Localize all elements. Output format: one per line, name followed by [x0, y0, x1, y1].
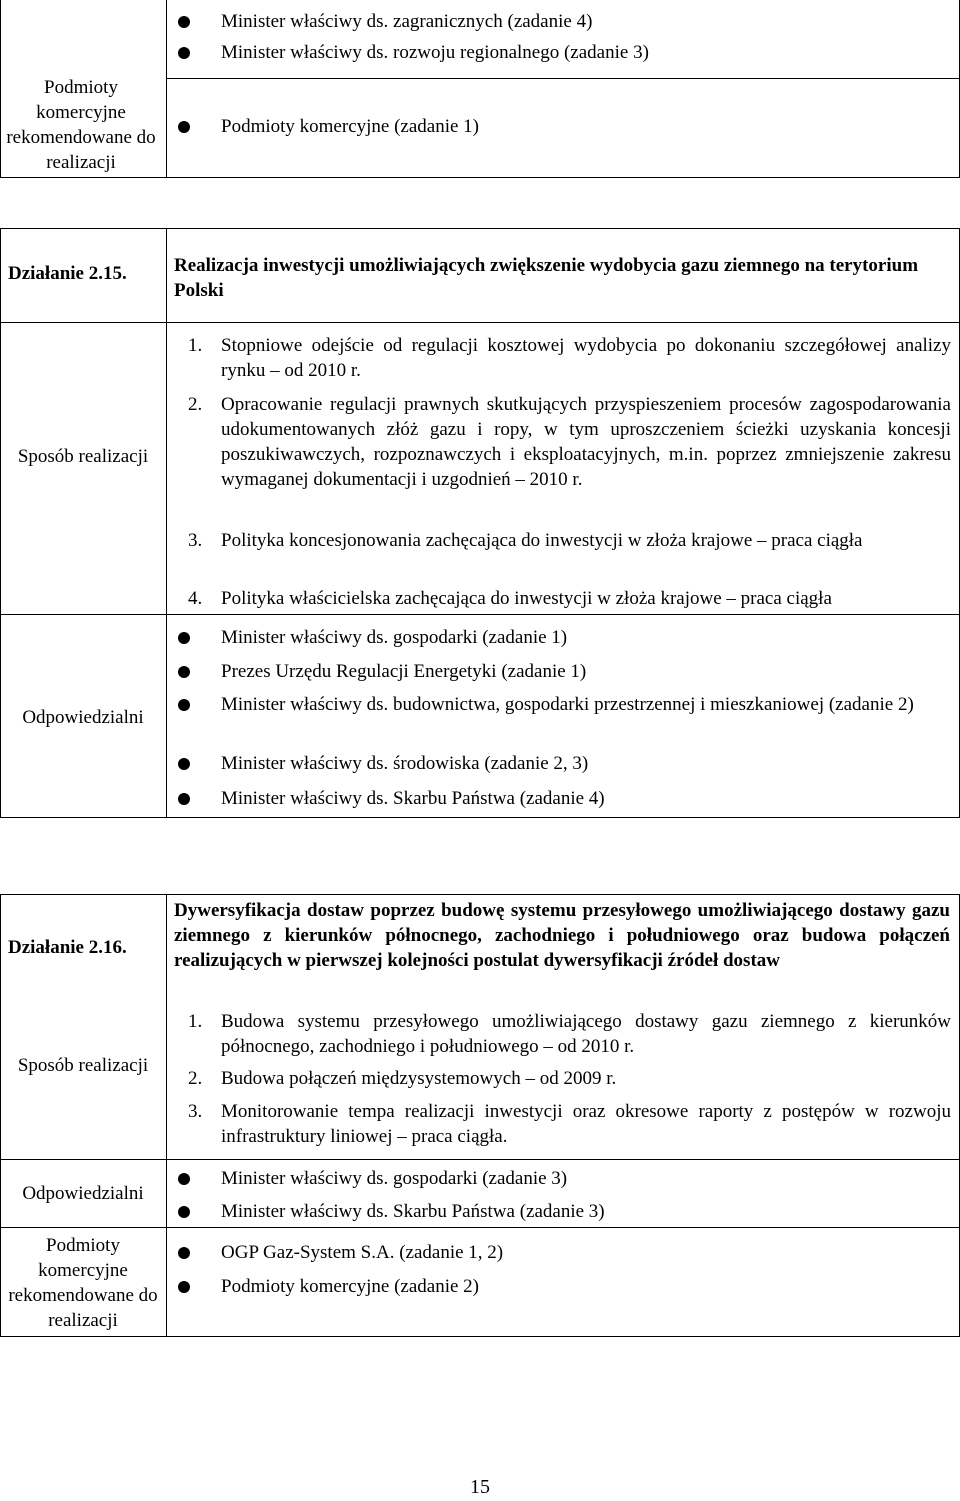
method-item: Polityka koncesjonowania zachęcająca do inwestycji w złoża krajowe – praca ciągła: [221, 530, 863, 551]
responsible-item: Minister właściwy ds. rozwoju regionalnego (zadanie 3): [221, 42, 649, 63]
action-title: Realizacja inwestycji umożliwiających zwiększenie wydobycia gazu ziemnego na terytorium Polski: [174, 255, 919, 301]
responsible-item: Minister właściwy ds. gospodarki (zadanie 3): [221, 1168, 568, 1189]
item-number: 1.: [188, 1011, 203, 1032]
responsible-item: Minister właściwy ds. Skarbu Państwa (zadanie 3): [221, 1201, 605, 1222]
bullet-icon: [178, 1173, 190, 1185]
method-item: Budowa systemu przesyłowego umożliwiającego dostawy gazu ziemnego z kierunków północnego, zachodniego i południowego – od 2010 r.: [221, 1011, 951, 1057]
responsible-item: Minister właściwy ds. Skarbu Państwa (zadanie 4): [221, 788, 605, 809]
responsible-item: Minister właściwy ds. środowiska (zadanie 2, 3): [221, 753, 589, 774]
method-item: Opracowanie regulacji prawnych skutkujących przyspieszeniem procesów zagospodarowania udokumentowanych złóż gazu i ropy, w tym uproszczeniem ścieżki uzyskania koncesji poszukiwawczych, rozpoznawczych i eksploatacyjnych, m.in. poprzez zmniejszenie zakresu wymaganej dokumentacji i uzgodnień – 2010 r.: [221, 394, 951, 490]
method-label: Sposób realizacji: [17, 446, 149, 467]
item-number: 3.: [188, 530, 203, 551]
method-item: Stopniowe odejście od regulacji kosztowej wydobycia po dokonaniu szczegółowej analizy rynku – od 2010 r.: [221, 335, 951, 381]
bullet-icon: [178, 121, 190, 133]
bullet-icon: [178, 666, 190, 678]
commercial-item: Podmioty komercyjne (zadanie 1): [221, 116, 480, 137]
responsible-item: Minister właściwy ds. zagranicznych (zadanie 4): [221, 11, 593, 32]
commercial-label: Podmioty komercyjne rekomendowane do realizacji: [8, 1235, 158, 1331]
action-title: Dywersyfikacja dostaw poprzez budowę systemu przesyłowego umożliwiającego dostawy gazu ziemnego z kierunków północnego, zachodniego i południowego oraz budowa połączeń realizujących w pierwszej kolejności postulat dywersyfikacji źródeł dostaw: [174, 900, 950, 971]
page-number: 15: [470, 1476, 490, 1498]
item-number: 2.: [188, 394, 203, 415]
responsible-item: Prezes Urzędu Regulacji Energetyki (zadanie 1): [221, 661, 587, 682]
action-label: Działanie 2.15.: [8, 263, 127, 284]
commercial-label: Podmioty komercyjne rekomendowane do realizacji: [6, 77, 156, 173]
row-divider: [0, 1227, 960, 1228]
bullet-icon: [178, 793, 190, 805]
bullet-icon: [178, 1281, 190, 1293]
row-divider: [0, 322, 960, 323]
bullet-icon: [178, 699, 190, 711]
column-divider: [166, 229, 167, 817]
responsible-label: Odpowiedzialni: [22, 707, 144, 728]
action-label: Działanie 2.16.: [8, 937, 127, 958]
item-number: 4.: [188, 588, 203, 609]
bullet-icon: [178, 16, 190, 28]
column-divider: [166, 895, 167, 1336]
row-divider: [166, 78, 960, 79]
responsible-label: Odpowiedzialni: [22, 1183, 144, 1204]
row-divider: [0, 614, 960, 615]
method-label: Sposób realizacji: [17, 1055, 149, 1076]
item-number: 3.: [188, 1101, 203, 1122]
commercial-item: Podmioty komercyjne (zadanie 2): [221, 1276, 480, 1297]
responsible-item: Minister właściwy ds. budownictwa, gospodarki przestrzennej i mieszkaniowej (zadanie 2): [221, 694, 914, 715]
row-divider: [0, 1159, 960, 1160]
bullet-icon: [178, 632, 190, 644]
bullet-icon: [178, 47, 190, 59]
item-number: 2.: [188, 1068, 203, 1089]
commercial-item: OGP Gaz-System S.A. (zadanie 1, 2): [221, 1242, 504, 1263]
bullet-icon: [178, 1206, 190, 1218]
column-divider: [166, 0, 167, 177]
bullet-icon: [178, 758, 190, 770]
method-item: Budowa połączeń międzysystemowych – od 2009 r.: [221, 1068, 617, 1089]
method-item: Polityka właścicielska zachęcająca do inwestycji w złoża krajowe – praca ciągła: [221, 588, 832, 609]
item-number: 1.: [188, 335, 203, 356]
bullet-icon: [178, 1247, 190, 1259]
method-item: Monitorowanie tempa realizacji inwestycji oraz okresowe raporty z postępów w rozwoju infrastruktury liniowej – praca ciągła.: [221, 1101, 951, 1147]
responsible-item: Minister właściwy ds. gospodarki (zadanie 1): [221, 627, 568, 648]
